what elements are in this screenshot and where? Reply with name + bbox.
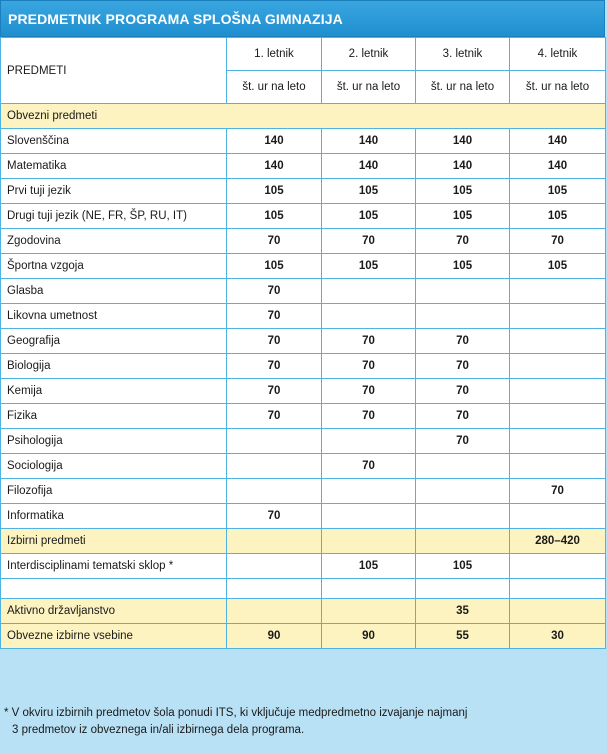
hours-year-1: 105	[227, 204, 322, 229]
hours-year-4	[510, 599, 606, 624]
hours-year-4: 70	[510, 229, 606, 254]
unit-header-2: št. ur na leto	[322, 71, 416, 104]
hours-year-4: 140	[510, 129, 606, 154]
hours-year-1: 90	[227, 624, 322, 649]
subject-name: Aktivno državljanstvo	[1, 599, 227, 624]
subject-name: Sociologija	[1, 454, 227, 479]
hours-year-3	[416, 304, 510, 329]
table-row	[1, 379, 606, 404]
hours-year-1: 105	[227, 254, 322, 279]
hours-year-3: 70	[416, 404, 510, 429]
hours-year-2	[322, 479, 416, 504]
hours-year-4: 140	[510, 154, 606, 179]
elective-hours: 280–420	[510, 529, 606, 554]
hours-year-2: 90	[322, 624, 416, 649]
subject-name: Slovenščina	[1, 129, 227, 154]
hours-year-2: 105	[322, 204, 416, 229]
subject-name: Kemija	[1, 379, 227, 404]
hours-year-4	[510, 279, 606, 304]
hours-year-1: 105	[227, 179, 322, 204]
spacer-row	[1, 579, 606, 599]
table-row	[1, 479, 606, 504]
hours-year-1	[227, 454, 322, 479]
hours-year-2	[322, 279, 416, 304]
subject-name: Obvezne izbirne vsebine	[1, 624, 227, 649]
hours-year-2	[322, 599, 416, 624]
hours-year-4	[510, 504, 606, 529]
hours-year-3: 105	[416, 254, 510, 279]
hours-year-3: 70	[416, 429, 510, 454]
subject-name: Likovna umetnost	[1, 304, 227, 329]
hours-year-2	[322, 504, 416, 529]
hours-year-1: 70	[227, 404, 322, 429]
table-row	[1, 329, 606, 354]
subjects-header: PREDMETI	[1, 38, 227, 104]
hours-year-3: 140	[416, 154, 510, 179]
table-row	[1, 229, 606, 254]
year-header-4: 4. letnik	[510, 38, 606, 71]
table-row	[1, 454, 606, 479]
footnote-line-1: * V okviru izbirnih predmetov šola ponudi ITS, ki vključuje medpredmetno izvajanje najmanj	[4, 707, 468, 719]
hours-year-2: 105	[322, 179, 416, 204]
hours-year-4	[510, 554, 606, 579]
subject-name: Informatika	[1, 504, 227, 529]
hours-year-2: 70	[322, 354, 416, 379]
hours-year-3: 140	[416, 129, 510, 154]
section-label-mandatory: Obvezni predmeti	[1, 104, 606, 129]
year-header-1: 1. letnik	[227, 38, 322, 71]
hours-year-4: 105	[510, 204, 606, 229]
hours-year-1	[227, 429, 322, 454]
table-row	[1, 254, 606, 279]
hours-year-4	[510, 404, 606, 429]
hours-year-1: 70	[227, 379, 322, 404]
hours-year-2: 140	[322, 129, 416, 154]
footnote	[0, 705, 607, 739]
hours-year-4: 70	[510, 479, 606, 504]
hours-year-4: 105	[510, 179, 606, 204]
table-row	[1, 154, 606, 179]
hours-year-2: 70	[322, 454, 416, 479]
hours-year-1: 70	[227, 329, 322, 354]
table-row-mandatory-contents	[1, 624, 606, 649]
subject-name: Drugi tuji jezik (NE, FR, ŠP, RU, IT)	[1, 204, 227, 229]
hours-year-1	[227, 599, 322, 624]
hours-year-2: 70	[322, 229, 416, 254]
header-row-years	[1, 38, 606, 71]
hours-year-3: 70	[416, 354, 510, 379]
subject-name: Interdisciplinami tematski sklop *	[1, 554, 227, 579]
table-row	[1, 404, 606, 429]
hours-year-2	[322, 429, 416, 454]
hours-year-4	[510, 379, 606, 404]
hours-year-3: 105	[416, 179, 510, 204]
hours-year-1: 70	[227, 354, 322, 379]
unit-header-1: št. ur na leto	[227, 71, 322, 104]
hours-year-1: 140	[227, 154, 322, 179]
hours-year-1: 70	[227, 504, 322, 529]
table-row-interdisciplinary	[1, 554, 606, 579]
table-row	[1, 429, 606, 454]
subject-name: Matematika	[1, 154, 227, 179]
hours-year-1	[227, 554, 322, 579]
hours-year-3	[416, 279, 510, 304]
hours-year-3: 35	[416, 599, 510, 624]
section-row-elective	[1, 529, 606, 554]
table-title: PREDMETNIK PROGRAMA SPLOŠNA GIMNAZIJA	[0, 0, 605, 37]
hours-year-1	[227, 479, 322, 504]
table-row	[1, 279, 606, 304]
hours-year-1: 70	[227, 229, 322, 254]
table-row	[1, 354, 606, 379]
hours-year-4	[510, 429, 606, 454]
unit-header-4: št. ur na leto	[510, 71, 606, 104]
table-row	[1, 304, 606, 329]
hours-year-3: 55	[416, 624, 510, 649]
hours-year-2: 70	[322, 379, 416, 404]
hours-year-3: 105	[416, 554, 510, 579]
hours-year-4: 30	[510, 624, 606, 649]
hours-year-2: 140	[322, 154, 416, 179]
table-row	[1, 179, 606, 204]
hours-year-2: 105	[322, 554, 416, 579]
hours-year-1: 140	[227, 129, 322, 154]
table-row	[1, 504, 606, 529]
table-row	[1, 129, 606, 154]
hours-year-4: 105	[510, 254, 606, 279]
hours-year-1: 70	[227, 304, 322, 329]
hours-year-3: 70	[416, 379, 510, 404]
hours-year-3	[416, 479, 510, 504]
hours-year-2: 70	[322, 404, 416, 429]
unit-header-3: št. ur na leto	[416, 71, 510, 104]
hours-year-3: 70	[416, 329, 510, 354]
section-row-mandatory	[1, 104, 606, 129]
subject-name: Psihologija	[1, 429, 227, 454]
subject-name: Filozofija	[1, 479, 227, 504]
hours-year-2: 105	[322, 254, 416, 279]
hours-year-4	[510, 454, 606, 479]
table-row	[1, 204, 606, 229]
subject-name: Športna vzgoja	[1, 254, 227, 279]
curriculum-table	[0, 37, 606, 649]
hours-year-3: 105	[416, 204, 510, 229]
hours-year-4	[510, 354, 606, 379]
hours-year-4	[510, 304, 606, 329]
hours-year-2	[322, 304, 416, 329]
subject-name: Glasba	[1, 279, 227, 304]
subject-name: Zgodovina	[1, 229, 227, 254]
hours-year-3	[416, 454, 510, 479]
year-header-3: 3. letnik	[416, 38, 510, 71]
subject-name: Prvi tuji jezik	[1, 179, 227, 204]
subject-name: Fizika	[1, 404, 227, 429]
hours-year-1: 70	[227, 279, 322, 304]
hours-year-4	[510, 329, 606, 354]
subject-name: Geografija	[1, 329, 227, 354]
hours-year-2: 70	[322, 329, 416, 354]
footnote-line-2: 3 predmetov iz obveznega in/ali izbirnega dela programa.	[12, 724, 305, 736]
section-label-elective: Izbirni predmeti	[1, 529, 227, 554]
hours-year-3: 70	[416, 229, 510, 254]
hours-year-3	[416, 504, 510, 529]
year-header-2: 2. letnik	[322, 38, 416, 71]
table-row-active-citizenship	[1, 599, 606, 624]
subject-name: Biologija	[1, 354, 227, 379]
